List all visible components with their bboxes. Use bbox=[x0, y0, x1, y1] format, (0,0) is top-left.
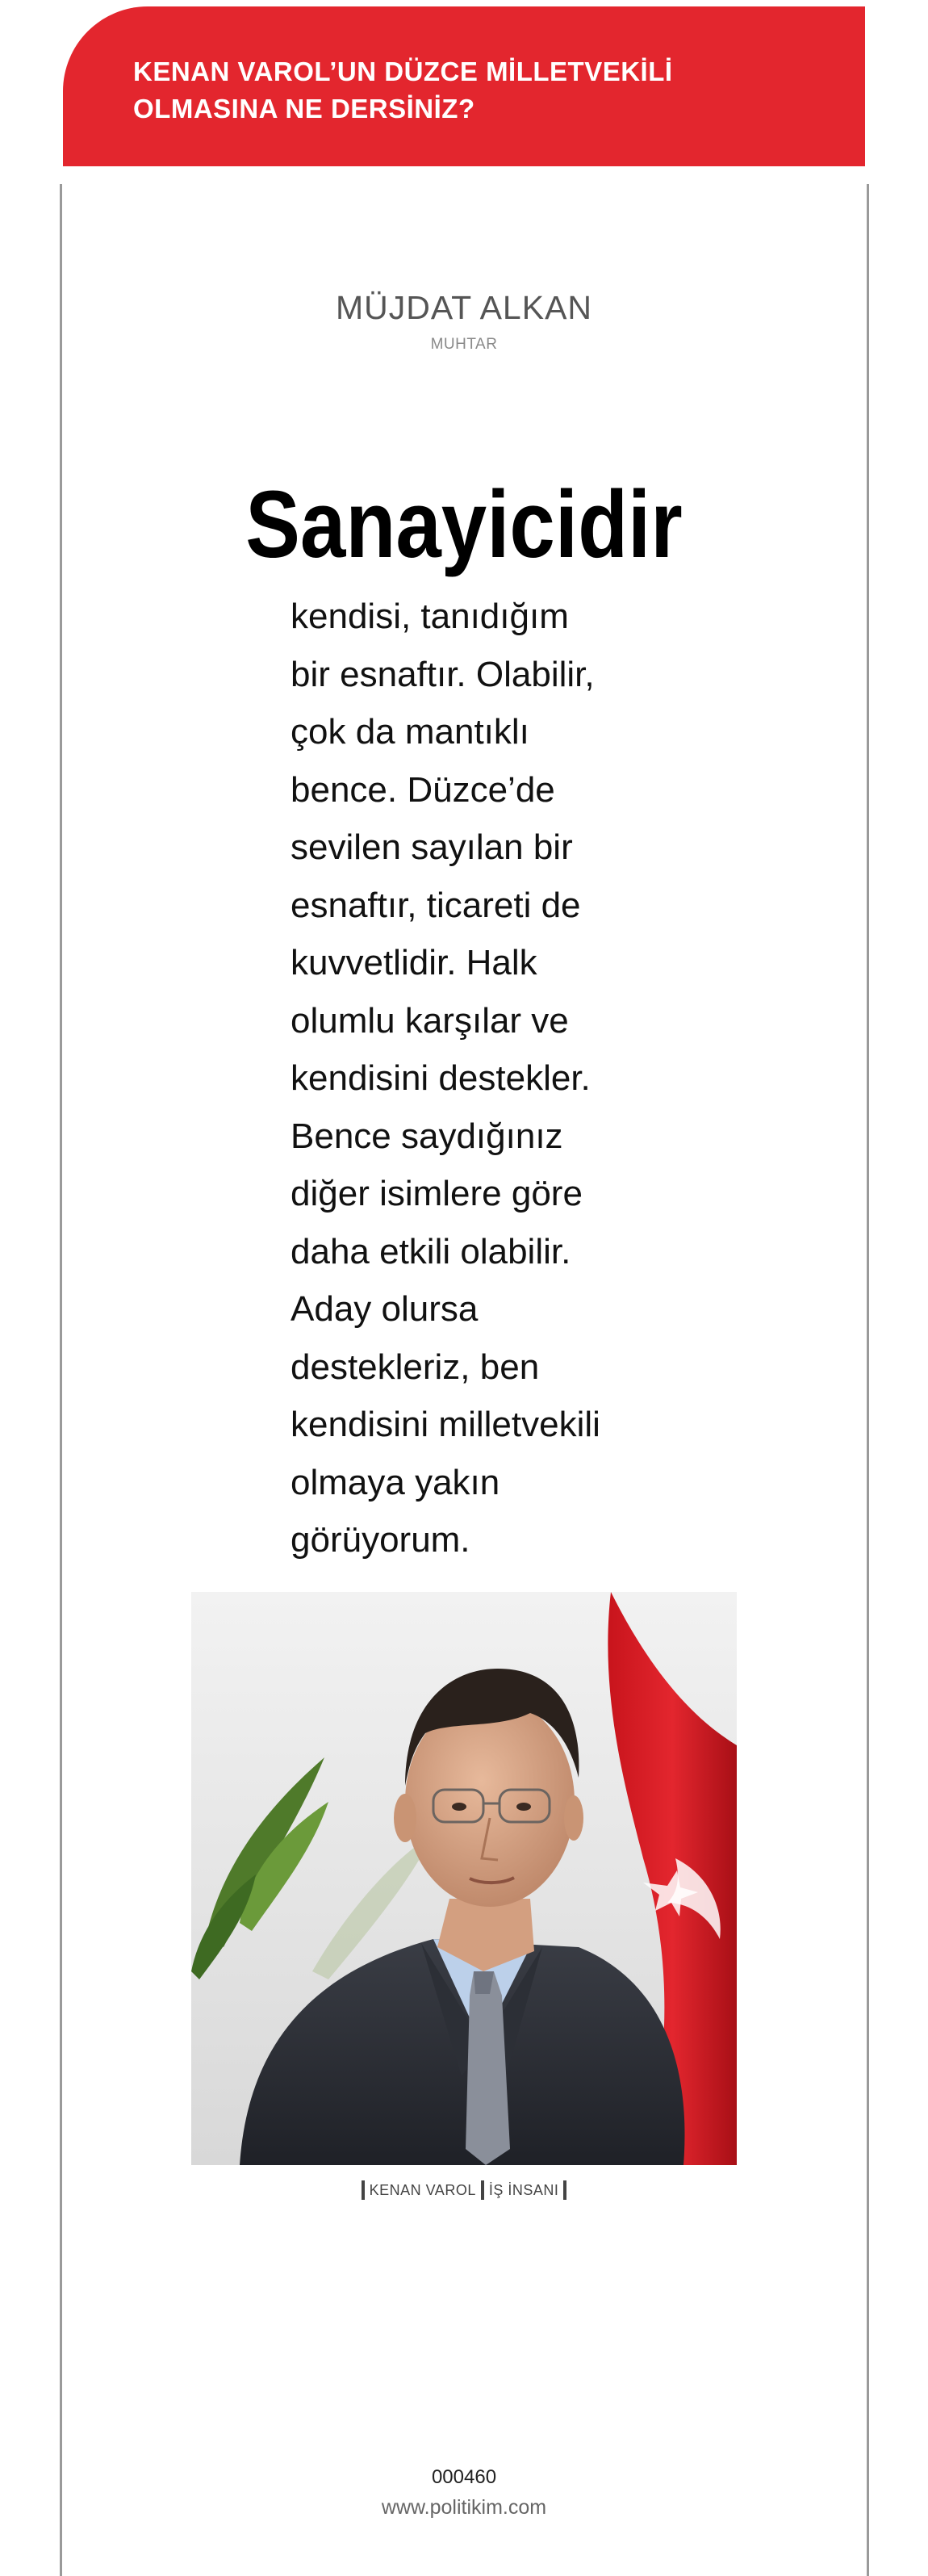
author-role: MUHTAR bbox=[430, 336, 498, 353]
footer-code: 000460 bbox=[431, 2466, 497, 2488]
portrait-photo bbox=[191, 1592, 737, 2165]
author-name: MÜJDAT ALKAN bbox=[335, 289, 593, 326]
article-body-line: kendisini destekler. bbox=[291, 1058, 591, 1098]
article-body-line: Bence saydığınız bbox=[291, 1116, 563, 1156]
banner-title-line-2: OLMASINA NE DERSİNİZ? bbox=[133, 94, 475, 124]
caption-name: KENAN VAROL bbox=[369, 2182, 476, 2198]
article-body-line: bir esnaftır. Olabilir, bbox=[291, 654, 595, 694]
headline: Sanayicidir bbox=[245, 471, 683, 578]
article-body-line: diğer isimlere göre bbox=[291, 1174, 583, 1213]
frame-right-border bbox=[867, 184, 869, 2576]
article-body-line: bence. Düzce’de bbox=[291, 769, 555, 810]
article-body-line: esnaftır, ticareti de bbox=[291, 885, 581, 925]
article-body-line: olumlu karşılar ve bbox=[291, 1000, 569, 1041]
header-banner bbox=[63, 6, 865, 166]
footer-url[interactable]: www.politikim.com bbox=[381, 2496, 547, 2519]
article-body-line: destekleriz, ben bbox=[291, 1347, 540, 1387]
article-body-line: çok da mantıklı bbox=[291, 712, 529, 752]
photo-caption bbox=[0, 2180, 928, 2200]
banner-title-line-1: KENAN VAROL’UN DÜZCE MİLLETVEKİLİ bbox=[133, 57, 673, 86]
article-body-line: kendisini milletvekili bbox=[291, 1405, 600, 1444]
article-body-line: daha etkili olabilir. bbox=[291, 1231, 571, 1271]
banner-title bbox=[133, 53, 795, 128]
article-body-line: kendisi, tanıdığım bbox=[291, 597, 569, 636]
article-body-line: sevilen sayılan bir bbox=[291, 827, 573, 867]
frame-left-border bbox=[60, 184, 62, 2576]
article-body-line: kuvvetlidir. Halk bbox=[291, 943, 537, 982]
article-body-line: olmaya yakın bbox=[291, 1462, 500, 1502]
article-body-line: görüyorum. bbox=[291, 1520, 470, 1560]
article-body-line: Aday olursa bbox=[291, 1289, 479, 1329]
caption-divider-middle bbox=[481, 2180, 484, 2200]
caption-divider-left bbox=[362, 2180, 365, 2200]
caption-divider-right bbox=[563, 2180, 566, 2200]
article-body bbox=[291, 588, 621, 1569]
caption-title: İŞ İNSANI bbox=[488, 2182, 559, 2198]
portrait-illustration bbox=[191, 1592, 737, 2165]
